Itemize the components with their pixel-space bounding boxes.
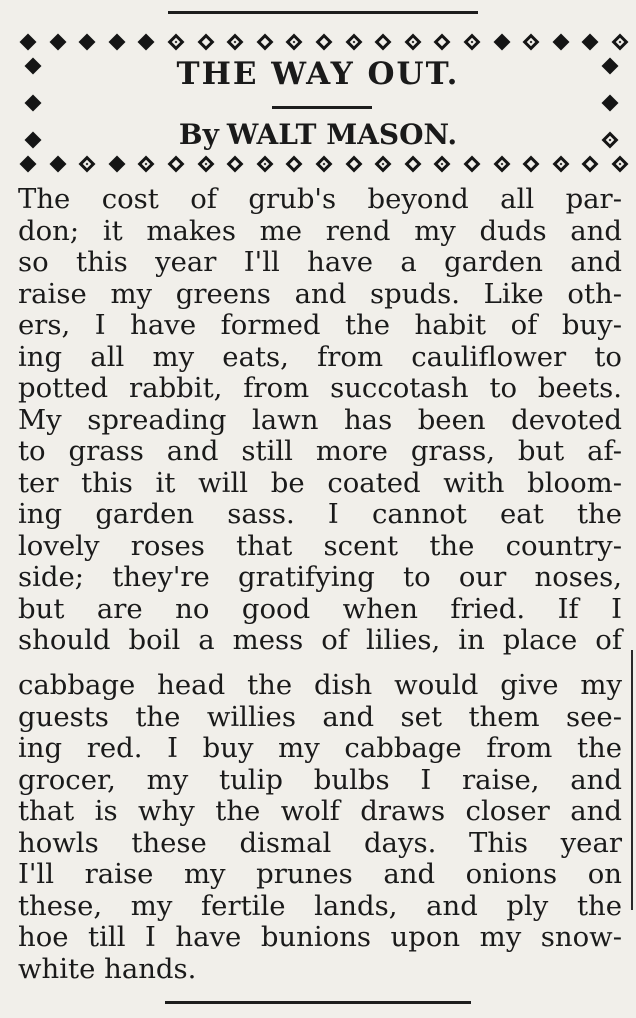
top-rule: [168, 11, 478, 14]
diamond-icon: [197, 34, 214, 51]
text-line: but are no good when fried. If I: [18, 592, 622, 625]
poem-body-part-2: [18, 670, 622, 985]
diamond-icon: [49, 34, 66, 51]
text-line: ers, I have formed the habit of buy-: [18, 309, 622, 341]
diamond-icon: [434, 34, 451, 51]
diamond-icon: [20, 156, 37, 173]
text-line: cabbage head the dish would give my: [18, 669, 622, 701]
diamond-icon: [602, 95, 619, 112]
text-line: side; they're gratifying to our noses,: [18, 561, 622, 593]
diamond-icon: [256, 156, 273, 173]
diamond-icon: [79, 34, 96, 51]
diamond-icon: [375, 156, 392, 173]
text-line: lovely roses that scent the country-: [18, 529, 622, 562]
text-line: that is why the wolf draws closer and: [18, 795, 622, 827]
diamond-icon: [108, 156, 125, 173]
diamond-icon: [167, 34, 184, 51]
column-rule: [631, 650, 633, 910]
diamond-icon: [404, 34, 421, 51]
diamond-icon: [345, 156, 362, 173]
diamond-icon: [315, 156, 332, 173]
diamond-icon: [463, 34, 480, 51]
text-line: ing red. I buy my cabbage from the: [18, 732, 622, 764]
text-line: raise my greens and spuds. Like oth-: [18, 277, 622, 310]
diamond-icon: [552, 34, 569, 51]
ornament-border-bottom: [22, 153, 626, 175]
diamond-icon: [582, 156, 599, 173]
text-line: ter this it will be coated with bloom-: [18, 466, 622, 499]
diamond-icon: [493, 34, 510, 51]
text-line: these, my fertile lands, and ply the: [18, 889, 622, 922]
diamond-icon: [20, 34, 37, 51]
text-line: ing all my eats, from cauliflower to: [18, 340, 622, 373]
diamond-icon: [434, 156, 451, 173]
diamond-icon: [138, 34, 155, 51]
diamond-icon: [611, 156, 628, 173]
diamond-icon: [463, 156, 480, 173]
bottom-rule: [165, 1001, 471, 1004]
text-line: don; it makes me rend my duds and: [18, 214, 622, 247]
diamond-icon: [256, 34, 273, 51]
text-line: guests the willies and set them see-: [18, 700, 622, 733]
byline-label: By: [178, 118, 219, 151]
article-title: THE WAY OUT.: [176, 56, 460, 92]
text-line: potted rabbit, from succotash to beets.: [18, 372, 622, 404]
diamond-icon: [523, 156, 540, 173]
diamond-icon: [523, 34, 540, 51]
diamond-icon: [611, 34, 628, 51]
diamond-icon: [167, 156, 184, 173]
text-line: white hands.: [18, 952, 197, 985]
poem-body-part-1: [18, 184, 622, 657]
diamond-icon: [108, 34, 125, 51]
diamond-icon: [493, 156, 510, 173]
diamond-icon: [138, 156, 155, 173]
diamond-icon: [227, 34, 244, 51]
text-line: The cost of grub's beyond all par-: [18, 183, 622, 215]
text-line: I'll raise my prunes and onions on: [18, 858, 622, 890]
diamond-icon: [582, 34, 599, 51]
diamond-icon: [404, 156, 421, 173]
ornament-border-top: [22, 31, 626, 53]
text-line: grocer, my tulip bulbs I raise, and: [18, 763, 622, 796]
text-line: to grass and still more grass, but af-: [18, 435, 622, 467]
diamond-icon: [49, 156, 66, 173]
text-line: so this year I'll have a garden and: [18, 246, 622, 278]
diamond-icon: [375, 34, 392, 51]
author-name: WALT MASON.: [226, 118, 458, 151]
text-line: should boil a mess of lilies, in place of: [18, 624, 622, 656]
diamond-icon: [552, 156, 569, 173]
diamond-icon: [227, 156, 244, 173]
title-divider: [272, 106, 372, 109]
byline: [0, 118, 636, 151]
diamond-icon: [25, 95, 42, 112]
diamond-icon: [286, 156, 303, 173]
diamond-icon: [79, 156, 96, 173]
text-line: hoe till I have bunions upon my snow-: [18, 921, 622, 953]
text-line: My spreading lawn has been devoted: [18, 403, 622, 436]
text-line: ing garden sass. I cannot eat the: [18, 498, 622, 530]
diamond-icon: [197, 156, 214, 173]
diamond-icon: [286, 34, 303, 51]
diamond-icon: [345, 34, 362, 51]
diamond-icon: [315, 34, 332, 51]
text-line: howls these dismal days. This year: [18, 826, 622, 859]
